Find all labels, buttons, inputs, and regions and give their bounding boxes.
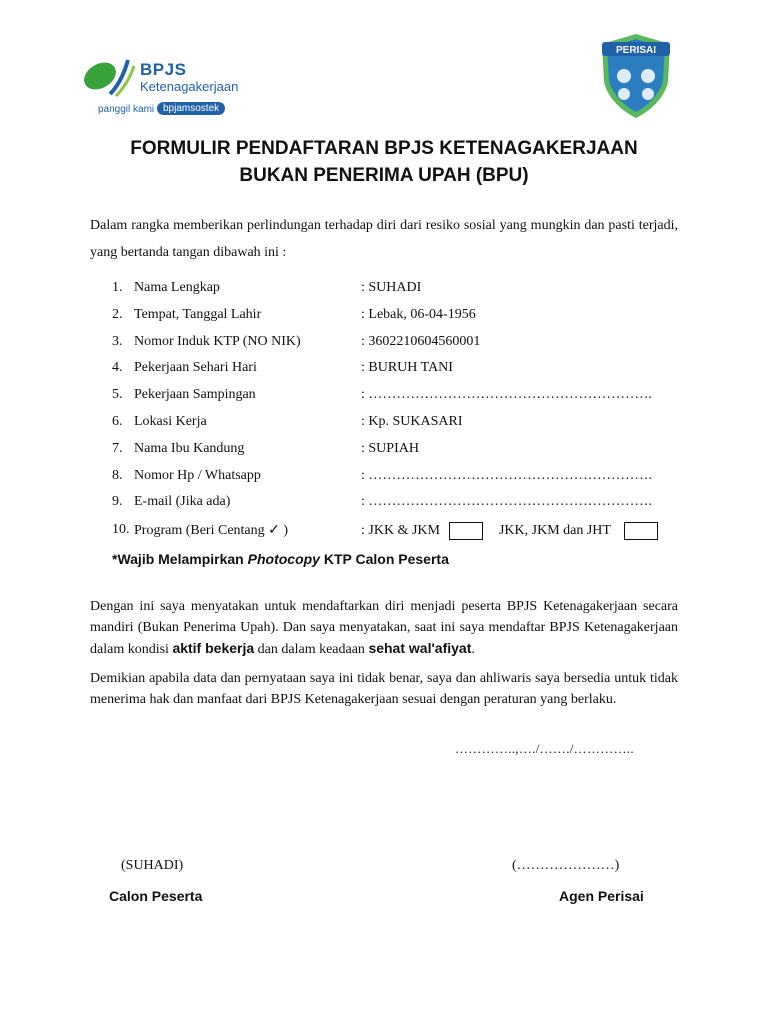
field-number: 6. [112,414,123,429]
field-label: Tempat, Tanggal Lahir [134,306,262,322]
logo-brand: BPJS [140,60,187,79]
field-label: Nomor Induk KTP (NO NIK) [134,333,301,349]
place-date-line: …………..,…./……./………….. [455,741,634,756]
field-row [112,414,692,436]
shield-label: PERISAI [615,45,657,56]
field-row [112,494,692,516]
field-label: Pekerjaan Sampingan [134,387,256,403]
checkbox-jkk-jkm[interactable] [449,522,483,540]
program-options [361,522,658,540]
field-number: 2. [112,306,123,322]
bpjs-logo [80,56,270,120]
signature-left-name: (SUHADI) [121,858,184,873]
field-row [112,280,692,302]
note-italic: Photocopy [247,551,320,567]
attachment-note [112,551,449,567]
signature-right-role: Agen Perisai [559,888,644,904]
field-label: Nomor Hp / Whatsapp [134,467,261,483]
shield-icon [596,30,676,120]
field-number: 9. [112,494,123,510]
field-value[interactable]: : SUPIAH [361,440,419,456]
field-value[interactable]: : Kp. SUKASARI [361,414,463,429]
field-row [112,387,692,409]
decl1-text-b: dan dalam keadaan [254,642,369,657]
field-value[interactable]: : ……………………………………………………. [361,494,652,510]
field-label: Nama Lengkap [134,280,220,295]
signature-right-name: (…………………) [512,858,620,873]
field-value[interactable]: : ……………………………………………………. [361,467,652,483]
field-row [112,307,692,329]
field-number: 1. [112,280,123,295]
logo-subtitle: Ketenagakerjaan [140,79,239,94]
decl1-text-a: Dengan ini saya menyatakan untuk mendaftarkan diri menjadi peserta BPJS Ketenagakerjaan secara mandiri (Bukan Penerima Upah). Dan saya menyatakan, saat ini saya mendaftar BPJS Ketenagakerjaan dalam kondisi [90,599,678,657]
checkbox-jkk-jkm-jht[interactable] [624,522,658,540]
declaration-paragraph-1 [90,597,678,661]
program-option-1: : JKK & JKM [361,523,440,539]
field-number: 5. [112,387,123,403]
field-value[interactable]: : BURUH TANI [361,360,453,376]
field-value[interactable]: : SUHADI [361,280,422,295]
field-row [112,334,692,356]
decl1-text-c: . [471,642,475,657]
form-title-line1: FORMULIR PENDAFTARAN BPJS KETENAGAKERJAAN [130,138,638,159]
field-label: Lokasi Kerja [134,414,207,429]
perisai-shield-logo [596,30,676,120]
field-row [112,360,692,382]
program-label: Program (Beri Centang ✓ ) [134,523,289,538]
logo-tagline: panggil kami [98,104,155,115]
field-label: Pekerjaan Sehari Hari [134,360,257,376]
field-value[interactable]: : 3602210604560001 [361,333,481,349]
intro-paragraph: Dalam rangka memberikan perlindungan terhadap diri dari resiko sosial yang mungkin dan pasti terjadi, yang bertanda tangan dibawah ini : [90,218,678,260]
field-label: Nama Ibu Kandung [134,440,245,456]
field-row [112,468,692,490]
decl1-bold-b: sehat wal'afiyat [368,640,472,656]
program-row [112,522,692,544]
field-value[interactable]: : Lebak, 06-04-1956 [361,306,476,322]
field-number: 4. [112,360,123,376]
leaf-icon [80,56,136,102]
field-row [112,441,692,463]
field-number: 7. [112,440,123,456]
field-value[interactable]: : ……………………………………………………. [361,387,652,403]
note-prefix: *Wajib Melampirkan [112,551,248,567]
declaration-paragraph-2: Demikian apabila data dan pernyataan saya ini tidak benar, saya dan ahliwaris saya bersedia untuk tidak menerima hak dan manfaat dari BPJS Ketenagakerjaan sesuai dengan peraturan yang berlaku. [90,671,678,707]
logo-tagline-pill: bpjamsostek [157,102,225,115]
note-suffix: KTP Calon Peserta [319,551,449,567]
field-number: 3. [112,333,123,349]
field-label: E-mail (Jika ada) [134,494,231,510]
form-title-line2: BUKAN PENERIMA UPAH (BPU) [239,165,529,186]
field-number: 8. [112,467,123,483]
signature-left-role: Calon Peserta [109,888,203,904]
program-option-2: JKK, JKM dan JHT [498,523,611,539]
decl1-bold-a: aktif bekerja [172,640,255,656]
program-number: 10. [112,522,130,537]
